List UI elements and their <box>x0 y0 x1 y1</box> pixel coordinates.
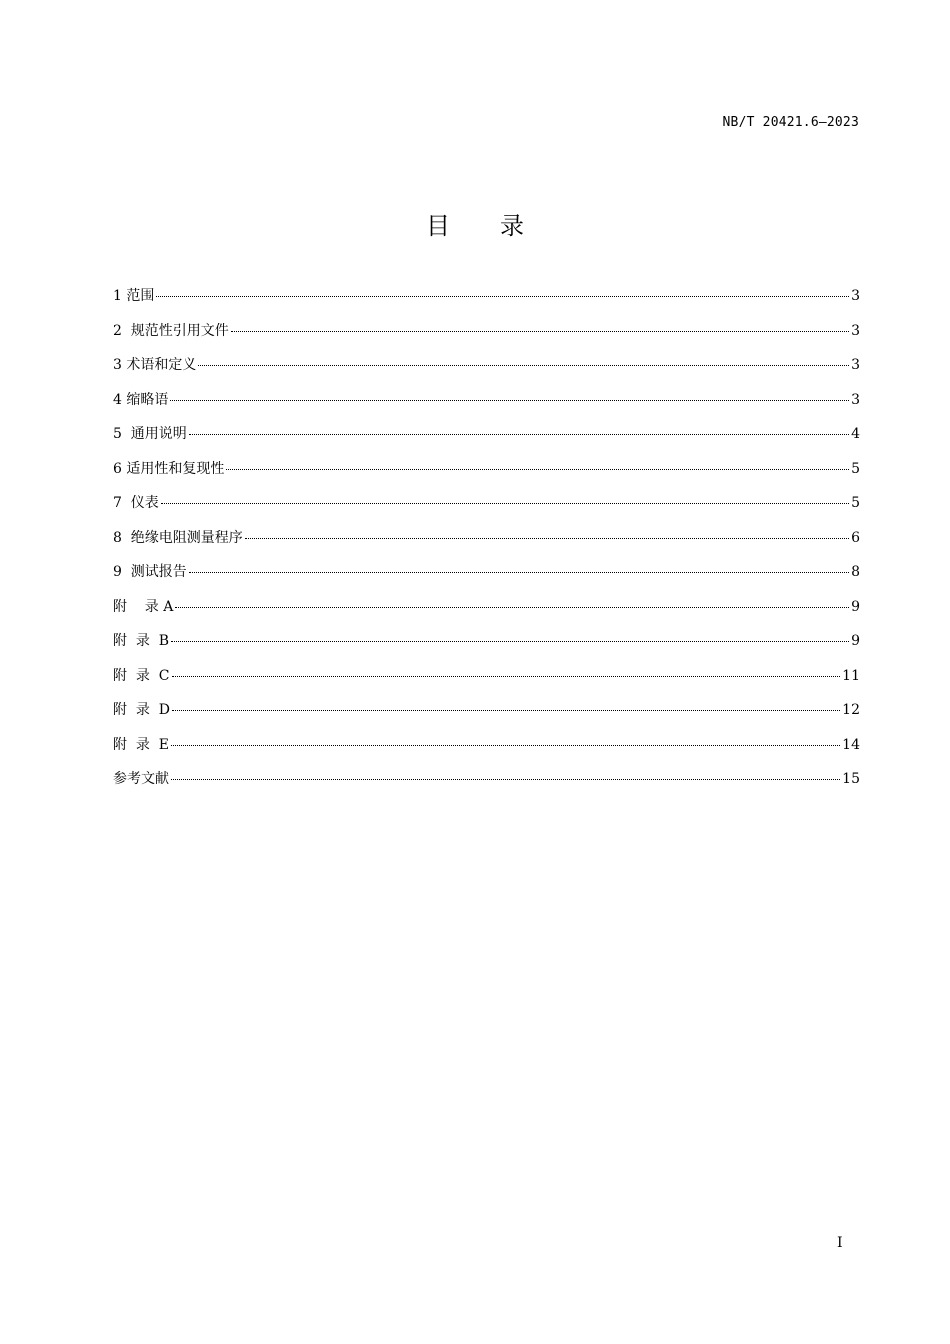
toc-entry-terms-definitions[interactable] <box>113 355 860 390</box>
toc-entry-page: 15 <box>842 771 860 787</box>
toc-leader-dots <box>171 745 840 746</box>
toc-leader-dots <box>170 400 849 401</box>
toc-leader-dots <box>161 503 849 504</box>
toc-entry-page: 4 <box>851 426 860 442</box>
toc-entry-page: 8 <box>851 564 860 580</box>
toc-leader-dots <box>172 710 840 711</box>
toc-leader-dots <box>172 676 841 677</box>
toc-entry-label: 7 仪表 <box>113 495 159 511</box>
toc-entry-measurement-procedure[interactable] <box>113 528 860 563</box>
toc-entry-page: 6 <box>851 529 860 546</box>
toc-entry-page: 3 <box>851 357 860 373</box>
toc-entry-label: 附 录 A <box>113 598 174 615</box>
toc-leader-dots <box>175 607 849 608</box>
toc-entry-label: 9 测试报告 <box>113 564 187 580</box>
toc-entry-page: 3 <box>851 288 860 304</box>
toc-leader-dots <box>156 296 849 297</box>
toc-entry-page: 9 <box>851 633 860 649</box>
toc-leader-dots <box>171 641 849 642</box>
toc-leader-dots <box>171 779 840 780</box>
toc-entry-label: 2 规范性引用文件 <box>113 322 229 339</box>
toc-entry-label: 4 缩略语 <box>113 391 169 408</box>
toc-entry-abbreviations[interactable] <box>113 390 860 425</box>
toc-entry-label: 3 术语和定义 <box>113 357 197 373</box>
toc-entry-page: 3 <box>851 391 860 408</box>
toc-entry-scope[interactable] <box>113 286 860 321</box>
toc-leader-dots <box>245 538 849 539</box>
toc-entry-appendix-a[interactable] <box>113 597 860 632</box>
toc-entry-page: 9 <box>851 598 860 615</box>
toc-entry-page: 5 <box>851 460 860 477</box>
toc-leader-dots <box>189 572 849 573</box>
toc-entry-label: 参考文献 <box>113 771 169 787</box>
toc-list <box>113 286 860 804</box>
toc-entry-applicability[interactable] <box>113 459 860 494</box>
toc-entry-appendix-c[interactable] <box>113 666 860 701</box>
toc-entry-page: 3 <box>851 322 860 339</box>
toc-entry-page: 14 <box>842 736 860 753</box>
toc-leader-dots <box>198 365 849 366</box>
toc-entry-page: 11 <box>842 667 860 684</box>
toc-entry-appendix-d[interactable] <box>113 700 860 735</box>
toc-entry-normative-references[interactable] <box>113 321 860 356</box>
toc-entry-label: 附 录 C <box>113 667 170 684</box>
toc-title <box>0 206 950 241</box>
toc-entry-label: 6 适用性和复现性 <box>113 460 225 477</box>
toc-entry-appendix-b[interactable] <box>113 631 860 666</box>
toc-entry-label: 5 通用说明 <box>113 426 187 442</box>
toc-entry-label: 1 范围 <box>113 288 155 304</box>
toc-leader-dots <box>226 469 849 470</box>
toc-entry-label: 8 绝缘电阻测量程序 <box>113 529 243 546</box>
toc-leader-dots <box>231 331 849 332</box>
toc-entry-page: 12 <box>842 702 860 718</box>
toc-entry-test-report[interactable] <box>113 562 860 597</box>
page-number: I <box>837 1235 843 1251</box>
toc-entry-label: 附 录 D <box>113 702 171 718</box>
toc-title-char-2: 录 <box>500 212 524 240</box>
toc-leader-dots <box>189 434 849 435</box>
toc-entry-page: 5 <box>851 495 860 511</box>
toc-entry-instruments[interactable] <box>113 493 860 528</box>
toc-entry-label: 附 录 E <box>113 736 170 753</box>
document-code: NB/T 20421.6—2023 <box>722 115 859 130</box>
toc-entry-bibliography[interactable] <box>113 769 860 804</box>
toc-entry-appendix-e[interactable] <box>113 735 860 770</box>
toc-entry-label: 附 录 B <box>113 633 170 649</box>
toc-title-char-1: 目 <box>426 212 450 240</box>
toc-entry-general-description[interactable] <box>113 424 860 459</box>
